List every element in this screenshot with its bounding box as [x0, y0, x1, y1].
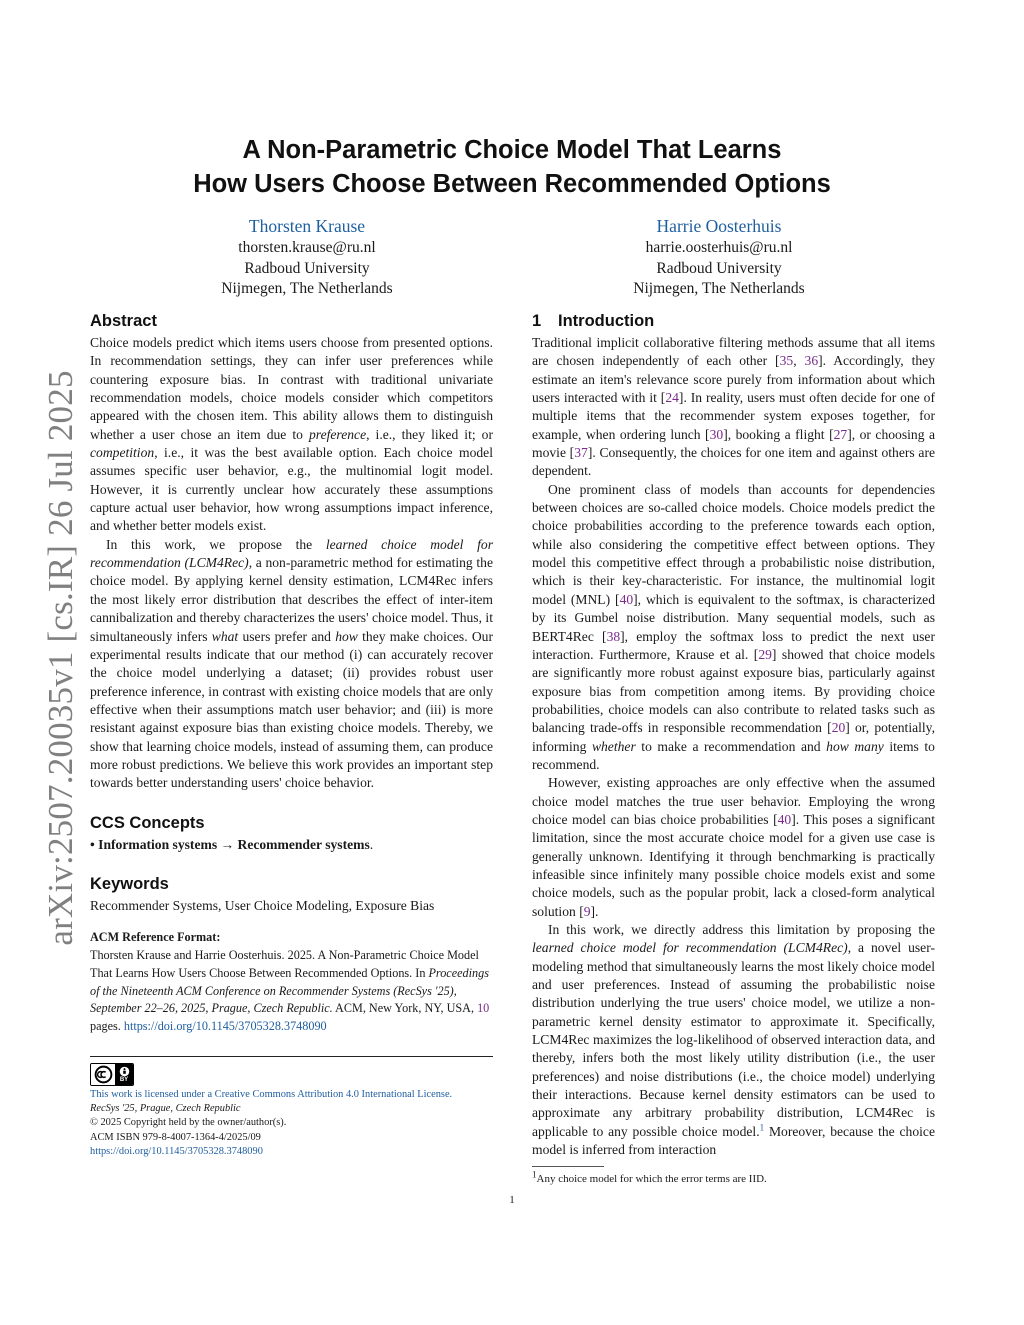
introduction-heading — [532, 310, 935, 332]
conference-name: RecSys '25, Prague, Czech Republic — [90, 1103, 241, 1115]
cc-by-label: BY — [119, 1076, 129, 1083]
cc-logo-icon — [91, 1064, 115, 1085]
footnote-number: 1 — [532, 1169, 537, 1180]
citation-link[interactable]: 40 — [619, 591, 634, 607]
cc-by-badge[interactable] — [90, 1063, 134, 1086]
author-block-1 — [142, 214, 472, 300]
ccs-heading: CCS Concepts — [90, 813, 205, 832]
paper-title — [90, 133, 934, 201]
ccs-concept: • Information systems → Recommender systems. — [90, 836, 374, 852]
intro-paragraph-3: However, existing approaches are only effective when the assumed choice model matches the true user behavior. Employing the wrong choice model can bias choice probabilities [40]. This poses a significant limitation, since the most accurate choice model for a given use case is generally unknown. Identifying it through benchmarking is practically infeasible since infinitely many possible choice models exist and some choice models, such as the popular probit, lack a closed-form analytical solution [9]. — [532, 775, 935, 919]
acm-reference-format — [90, 929, 493, 1036]
citation-link[interactable]: 29 — [758, 646, 772, 662]
license-block — [90, 1088, 493, 1159]
author-affiliation: Radboud University — [656, 259, 782, 277]
footnote-divider — [532, 1166, 604, 1167]
acm-reference-heading: ACM Reference Format: — [90, 930, 221, 945]
right-column — [532, 310, 935, 1186]
page-count-link[interactable]: 10 — [477, 1001, 490, 1016]
citation-link[interactable]: 24 — [665, 390, 679, 406]
author-block-2 — [554, 214, 884, 300]
keywords-text: Recommender Systems, User Choice Modeling, Exposure Bias — [90, 897, 435, 913]
citation-link[interactable]: 30 — [709, 426, 724, 442]
copyright-notice: © 2025 Copyright held by the owner/author(s). — [90, 1117, 287, 1129]
intro-paragraph-1: Traditional implicit collaborative filtering methods assume that all items are chosen independently of each other [35, 36]. Accordingly, they estimate an item's relevance score purely from information about which users interacted with it [24]. In reality, users must often decide for one of multiple items that the recommender system exposes together, for example, when ordering lunch [30], booking a flight [27], or choosing a movie [37]. Consequently, the choices for one item and against others are dependent. — [532, 335, 936, 479]
attribution-icon — [115, 1064, 133, 1085]
citation-link[interactable]: 35 — [779, 353, 794, 369]
paper-title-line-2: How Users Choose Between Recommended Options — [193, 170, 831, 198]
section-number: 1 — [532, 312, 542, 330]
footnote — [532, 1169, 935, 1186]
citation-link[interactable]: 38 — [606, 628, 621, 644]
author-name[interactable]: Harrie Oosterhuis — [656, 216, 782, 236]
abstract-heading: Abstract — [90, 312, 157, 330]
author-location: Nijmegen, The Netherlands — [221, 280, 393, 297]
author-email: harrie.oosterhuis@ru.nl — [645, 239, 793, 256]
citation-link[interactable]: 27 — [833, 426, 848, 442]
citation-link[interactable]: 36 — [804, 353, 819, 369]
license-doi-link[interactable]: https://doi.org/10.1145/3705328.3748090 — [90, 1145, 263, 1157]
acm-reference-text: Thorsten Krause and Harrie Oosterhuis. 2025. A Non-Parametric Choice Model That Learns How Users Choose Between Recommended Options. In Proceedings of the Nineteenth ACM Conference on Recommender Systems (RecSys '25), September 22–26, 2025, Prague, Czech Republic. ACM, New York, NY, USA, 10 pages. https://doi.org/10.1145/3705328.3748090 — [90, 948, 490, 1034]
license-link[interactable]: This work is licensed under a Creative Commons Attribution 4.0 International License. — [90, 1089, 453, 1101]
abstract-paragraph-1: Choice models predict which items users choose from presented options. In recommendation settings, they can infer user preferences while countering exposure bias. In contrast with traditional univariate recommendation models, choice models consider which competitors appeared with the chosen item. This ability allows them to distinguish whether a user chose an item due to preference, i.e., they liked it; or competition, i.e., it was the best available option. Each choice model assumes specific user behavior, e.g., the multinomial logit model. However, it is currently unclear how accurately these assumptions capture actual user behavior, how wrong assumptions impact inference, and whether better models exist. — [90, 335, 493, 534]
citation-link[interactable]: 20 — [831, 720, 846, 736]
author-email: thorsten.krause@ru.nl — [238, 239, 376, 256]
introduction-body — [532, 334, 935, 1159]
intro-paragraph-2: One prominent class of models than accounts for dependencies between choices are so-called choice models. Choice models predict the choice probabilities according to the preference towards each option, while also considering the competitive effect between options. They model this competitive effect through a probabilistic noise distribution, which is their key-characteristic. For instance, the multinomial logit model (MNL) [40], which is equivalent to the softmax, is characterized by its Gumbel noise distribution. Many sequential models, such as BERT4Rec [38], employ the softmax loss to predict the next user interaction. Furthermore, Krause et al. [29] showed that choice models are significantly more robust against exposure bias, particularly against exposure bias from competition among items. By providing choice probabilities, choice models can also contribute to related tasks such as balancing trade-offs in responsible recommendation [20] or, potentially, informing whether to make a recommendation and how many items to recommend. — [532, 481, 935, 772]
left-column — [90, 310, 493, 1159]
author-affiliation: Radboud University — [244, 259, 370, 277]
arxiv-identifier: arXiv:2507.20035v1 [cs.IR] 26 Jul 2025 — [41, 370, 80, 946]
footnote-marker[interactable]: 1 — [759, 1122, 765, 1133]
citation-link[interactable]: 37 — [574, 445, 588, 461]
footnote-text: Any choice model for which the error terms are IID. — [536, 1173, 767, 1186]
isbn: ACM ISBN 979-8-4007-1364-4/2025/09 — [90, 1131, 261, 1143]
author-name[interactable]: Thorsten Krause — [248, 216, 366, 236]
citation-link[interactable]: 40 — [777, 811, 792, 827]
author-location: Nijmegen, The Netherlands — [633, 280, 805, 297]
page-number: 1 — [509, 1194, 515, 1206]
keywords-heading: Keywords — [90, 874, 169, 893]
paper-title-line-1: A Non-Parametric Choice Model That Learns — [242, 136, 782, 164]
section-title: Introduction — [558, 312, 655, 330]
citation-link[interactable]: 9 — [583, 903, 591, 919]
abstract-paragraph-2: In this work, we propose the learned choice model for recommendation (LCM4Rec), a non-parametric method for estimating the choice model. By applying kernel density estimation, LCM4Rec infers the most likely error distribution that describes the effect of inter-item cannibalization and thereby characterizes the users' choice model. Thus, it simultaneously infers what users prefer and how they make choices. Our experimental results indicate that our method (i) can accurately recover the choice model underlying a dataset; (ii) provides robust user preference inference, in contrast with existing choice models that are only effective when their assumptions match user behavior; and (iii) is more resistant against exposure bias than existing choice models. Thereby, we show that learning choice models, instead of assuming them, can produce more robust predictions. We believe this work provides an important step towards better understanding users' choice behavior. — [90, 536, 493, 791]
license-divider — [90, 1056, 493, 1057]
intro-paragraph-4: In this work, we directly address this limitation by proposing the learned choice model for recommendation (LCM4Rec), a novel user-modeling method that simultaneously learns the most likely choice model and user preferences. Instead of assuming the probabilistic noise distribution underlying the true users' choice model, we utilize a non-parametric kernel density estimator to approximate it. Specifically, LCM4Rec maximizes the log-likelihood of observed interaction data, and thereby, infers both the most likely utility distribution (i.e., the user preferences) and noise distributions (i.e., the choice model) underlying their interactions. Because kernel density estimators can be used to approximate any arbitrary probability distribution, LCM4Rec is applicable to any possible choice model.$^1$ Moreover, because the choice model is inferred from interaction — [532, 922, 935, 1158]
doi-link[interactable]: https://doi.org/10.1145/3705328.3748090 — [123, 1019, 327, 1034]
abstract-body — [90, 334, 493, 793]
